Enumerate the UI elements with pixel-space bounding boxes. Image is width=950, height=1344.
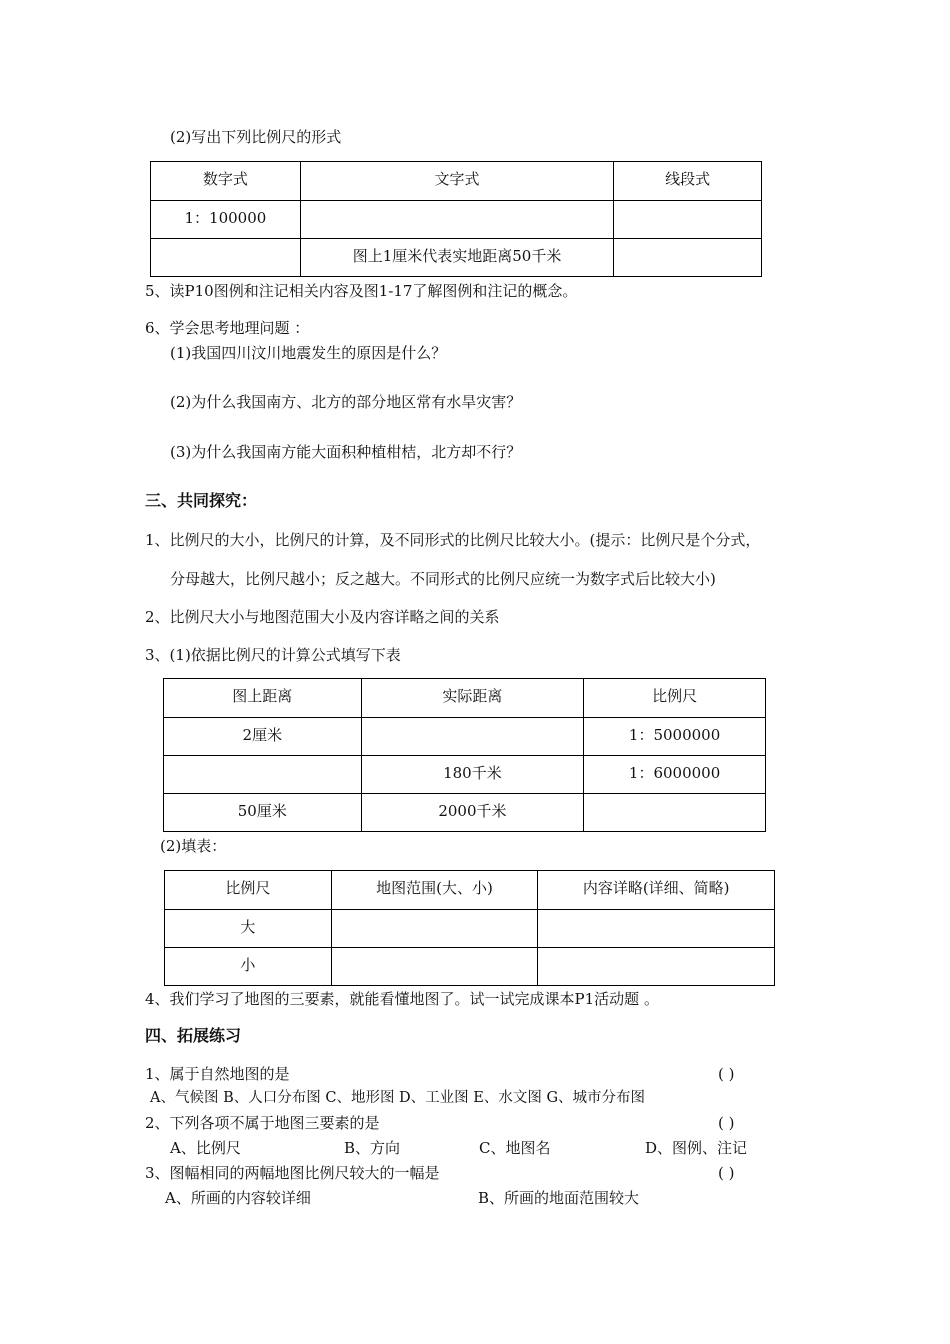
answer-blank[interactable]: ( ) [718,1114,735,1132]
table-cell: 50厘米 [164,794,362,832]
table-cell: 小 [165,948,332,986]
table-cell: 1：5000000 [584,718,766,756]
inquiry-3-2: (2)填表： [160,837,227,855]
option-c: C、地图名 [479,1139,551,1157]
question-5: 5、读P10图例和注记相关内容及图1-17了解图例和注记的概念。 [145,282,578,300]
question-6-1: (1)我国四川汶川地震发生的原因是什么？ [170,344,447,362]
inquiry-3: 3、(1)依据比例尺的计算公式填写下表 [145,646,401,664]
table-cell [331,948,538,986]
option-b: B、所画的地面范围较大 [478,1189,640,1207]
question-6: 6、学会思考地理问题 ： [145,319,310,337]
exercise-1-options: A、气候图 B、人口分布图 C、地形图 D、工业图 E、水文图 G、城市分布图 [150,1090,646,1106]
exercise-1: 1、属于自然地图的是 [145,1065,290,1083]
inquiry-4: 4、我们学习了地图的三要素，就能看懂地图了。试一试完成课本P1活动题 。 [145,990,659,1008]
table-cell [538,910,775,948]
option-b: B、方向 [344,1139,401,1157]
table-header: 地图范围(大、小) [331,871,538,910]
question-2-subpart: (2)写出下列比例尺的形式 [170,128,342,146]
option-a: A、所画的内容较详细 [165,1189,311,1207]
inquiry-2: 2、比例尺大小与地图范围大小及内容详略之间的关系 [145,608,500,626]
table-header: 内容详略(详细、简略) [538,871,775,910]
scale-forms-table [150,161,762,277]
table-header: 数字式 [151,162,301,201]
scale-range-table [164,870,775,986]
table-cell [164,756,362,794]
table-cell: 1：100000 [151,201,301,239]
section-heading: 三、共同探究： [145,491,258,510]
question-6-3: (3)为什么我国南方能大面积种植柑桔，北方却不行？ [170,443,522,461]
table-cell: 图上1厘米代表实地距离50千米 [300,239,613,277]
exercise-2: 2、下列各项不属于地图三要素的是 [145,1114,380,1132]
table-header: 图上距离 [164,679,362,718]
section-heading: 四、拓展练习 [145,1026,242,1045]
table-cell [584,794,766,832]
table-cell: 2厘米 [164,718,362,756]
exercise-3: 3、图幅相同的两幅地图比例尺较大的一幅是 [145,1164,440,1182]
table-cell [614,239,762,277]
table-cell [300,201,613,239]
table-cell [151,239,301,277]
table-cell [361,718,584,756]
inquiry-1-line-1: 1、比例尺的大小，比例尺的计算，及不同形式的比例尺比较大小。(提示：比例尺是个分式， [145,531,761,549]
table-header: 实际距离 [361,679,584,718]
table-header: 文字式 [300,162,613,201]
table-cell [614,201,762,239]
inquiry-1-line-2: 分母越大，比例尺越小；反之越大。不同形式的比例尺应统一为数字式后比较大小) [170,570,716,588]
answer-blank[interactable]: ( ) [718,1065,735,1083]
table-header: 比例尺 [584,679,766,718]
option-d: D、图例、注记 [645,1139,748,1157]
table-cell: 180千米 [361,756,584,794]
scale-calculation-table [163,678,766,832]
table-header: 线段式 [614,162,762,201]
table-cell: 大 [165,910,332,948]
option-a: A、比例尺 [170,1139,241,1157]
table-cell: 1：6000000 [584,756,766,794]
question-6-2: (2)为什么我国南方、北方的部分地区常有水旱灾害？ [170,393,522,411]
table-cell: 2000千米 [361,794,584,832]
answer-blank[interactable]: ( ) [718,1164,735,1182]
table-header: 比例尺 [165,871,332,910]
table-cell [331,910,538,948]
table-cell [538,948,775,986]
